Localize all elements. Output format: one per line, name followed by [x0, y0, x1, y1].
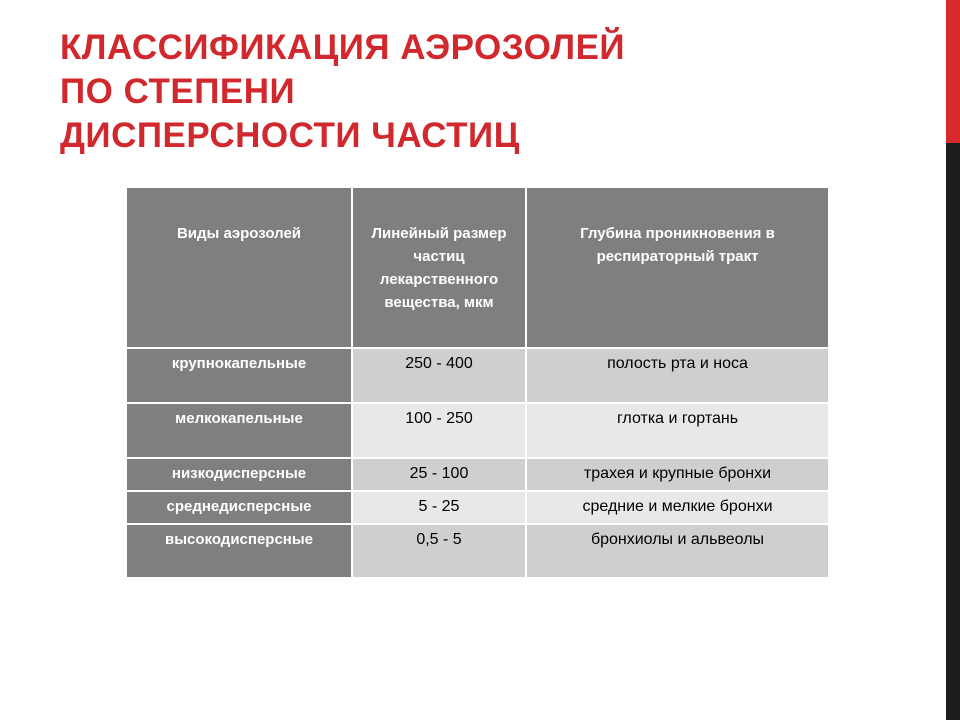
penetration-depth-cell: глотка и гортань [526, 403, 829, 458]
particle-size-cell: 0,5 - 5 [352, 524, 526, 578]
penetration-depth-cell: трахея и крупные бронхи [526, 458, 829, 491]
aerosol-type-cell: низкодисперсные [126, 458, 352, 491]
table-row [126, 491, 829, 524]
aerosol-type-cell: мелкокапельные [126, 403, 352, 458]
penetration-depth-cell: полость рта и носа [526, 348, 829, 403]
slide-title [60, 26, 920, 158]
aerosol-type-cell: высокодисперсные [126, 524, 352, 578]
aerosol-type-cell: крупнокапельные [126, 348, 352, 403]
table-row [126, 348, 829, 403]
particle-size-cell: 250 - 400 [352, 348, 526, 403]
aerosol-classification-table [125, 186, 830, 579]
penetration-depth-cell: бронхиолы и альвеолы [526, 524, 829, 578]
table-row [126, 524, 829, 578]
table-row [126, 458, 829, 491]
particle-size-cell: 25 - 100 [352, 458, 526, 491]
table-header-row [126, 187, 829, 348]
header-penetration-depth: Глубина проникновения в респираторный тракт [526, 187, 829, 348]
table-row [126, 403, 829, 458]
title-line-2: ПО СТЕПЕНИ [60, 72, 296, 111]
header-particle-size: Линейный размер частиц лекарственного вещества, мкм [352, 187, 526, 348]
title-line-1: КЛАССИФИКАЦИЯ АЭРОЗОЛЕЙ [60, 28, 626, 67]
accent-bar-red [946, 0, 960, 143]
accent-bar-dark [946, 143, 960, 720]
penetration-depth-cell: средние и мелкие бронхи [526, 491, 829, 524]
title-line-3: ДИСПЕРСНОСТИ ЧАСТИЦ [60, 116, 520, 155]
header-aerosol-type: Виды аэрозолей [126, 187, 352, 348]
aerosol-type-cell: среднедисперсные [126, 491, 352, 524]
particle-size-cell: 100 - 250 [352, 403, 526, 458]
particle-size-cell: 5 - 25 [352, 491, 526, 524]
